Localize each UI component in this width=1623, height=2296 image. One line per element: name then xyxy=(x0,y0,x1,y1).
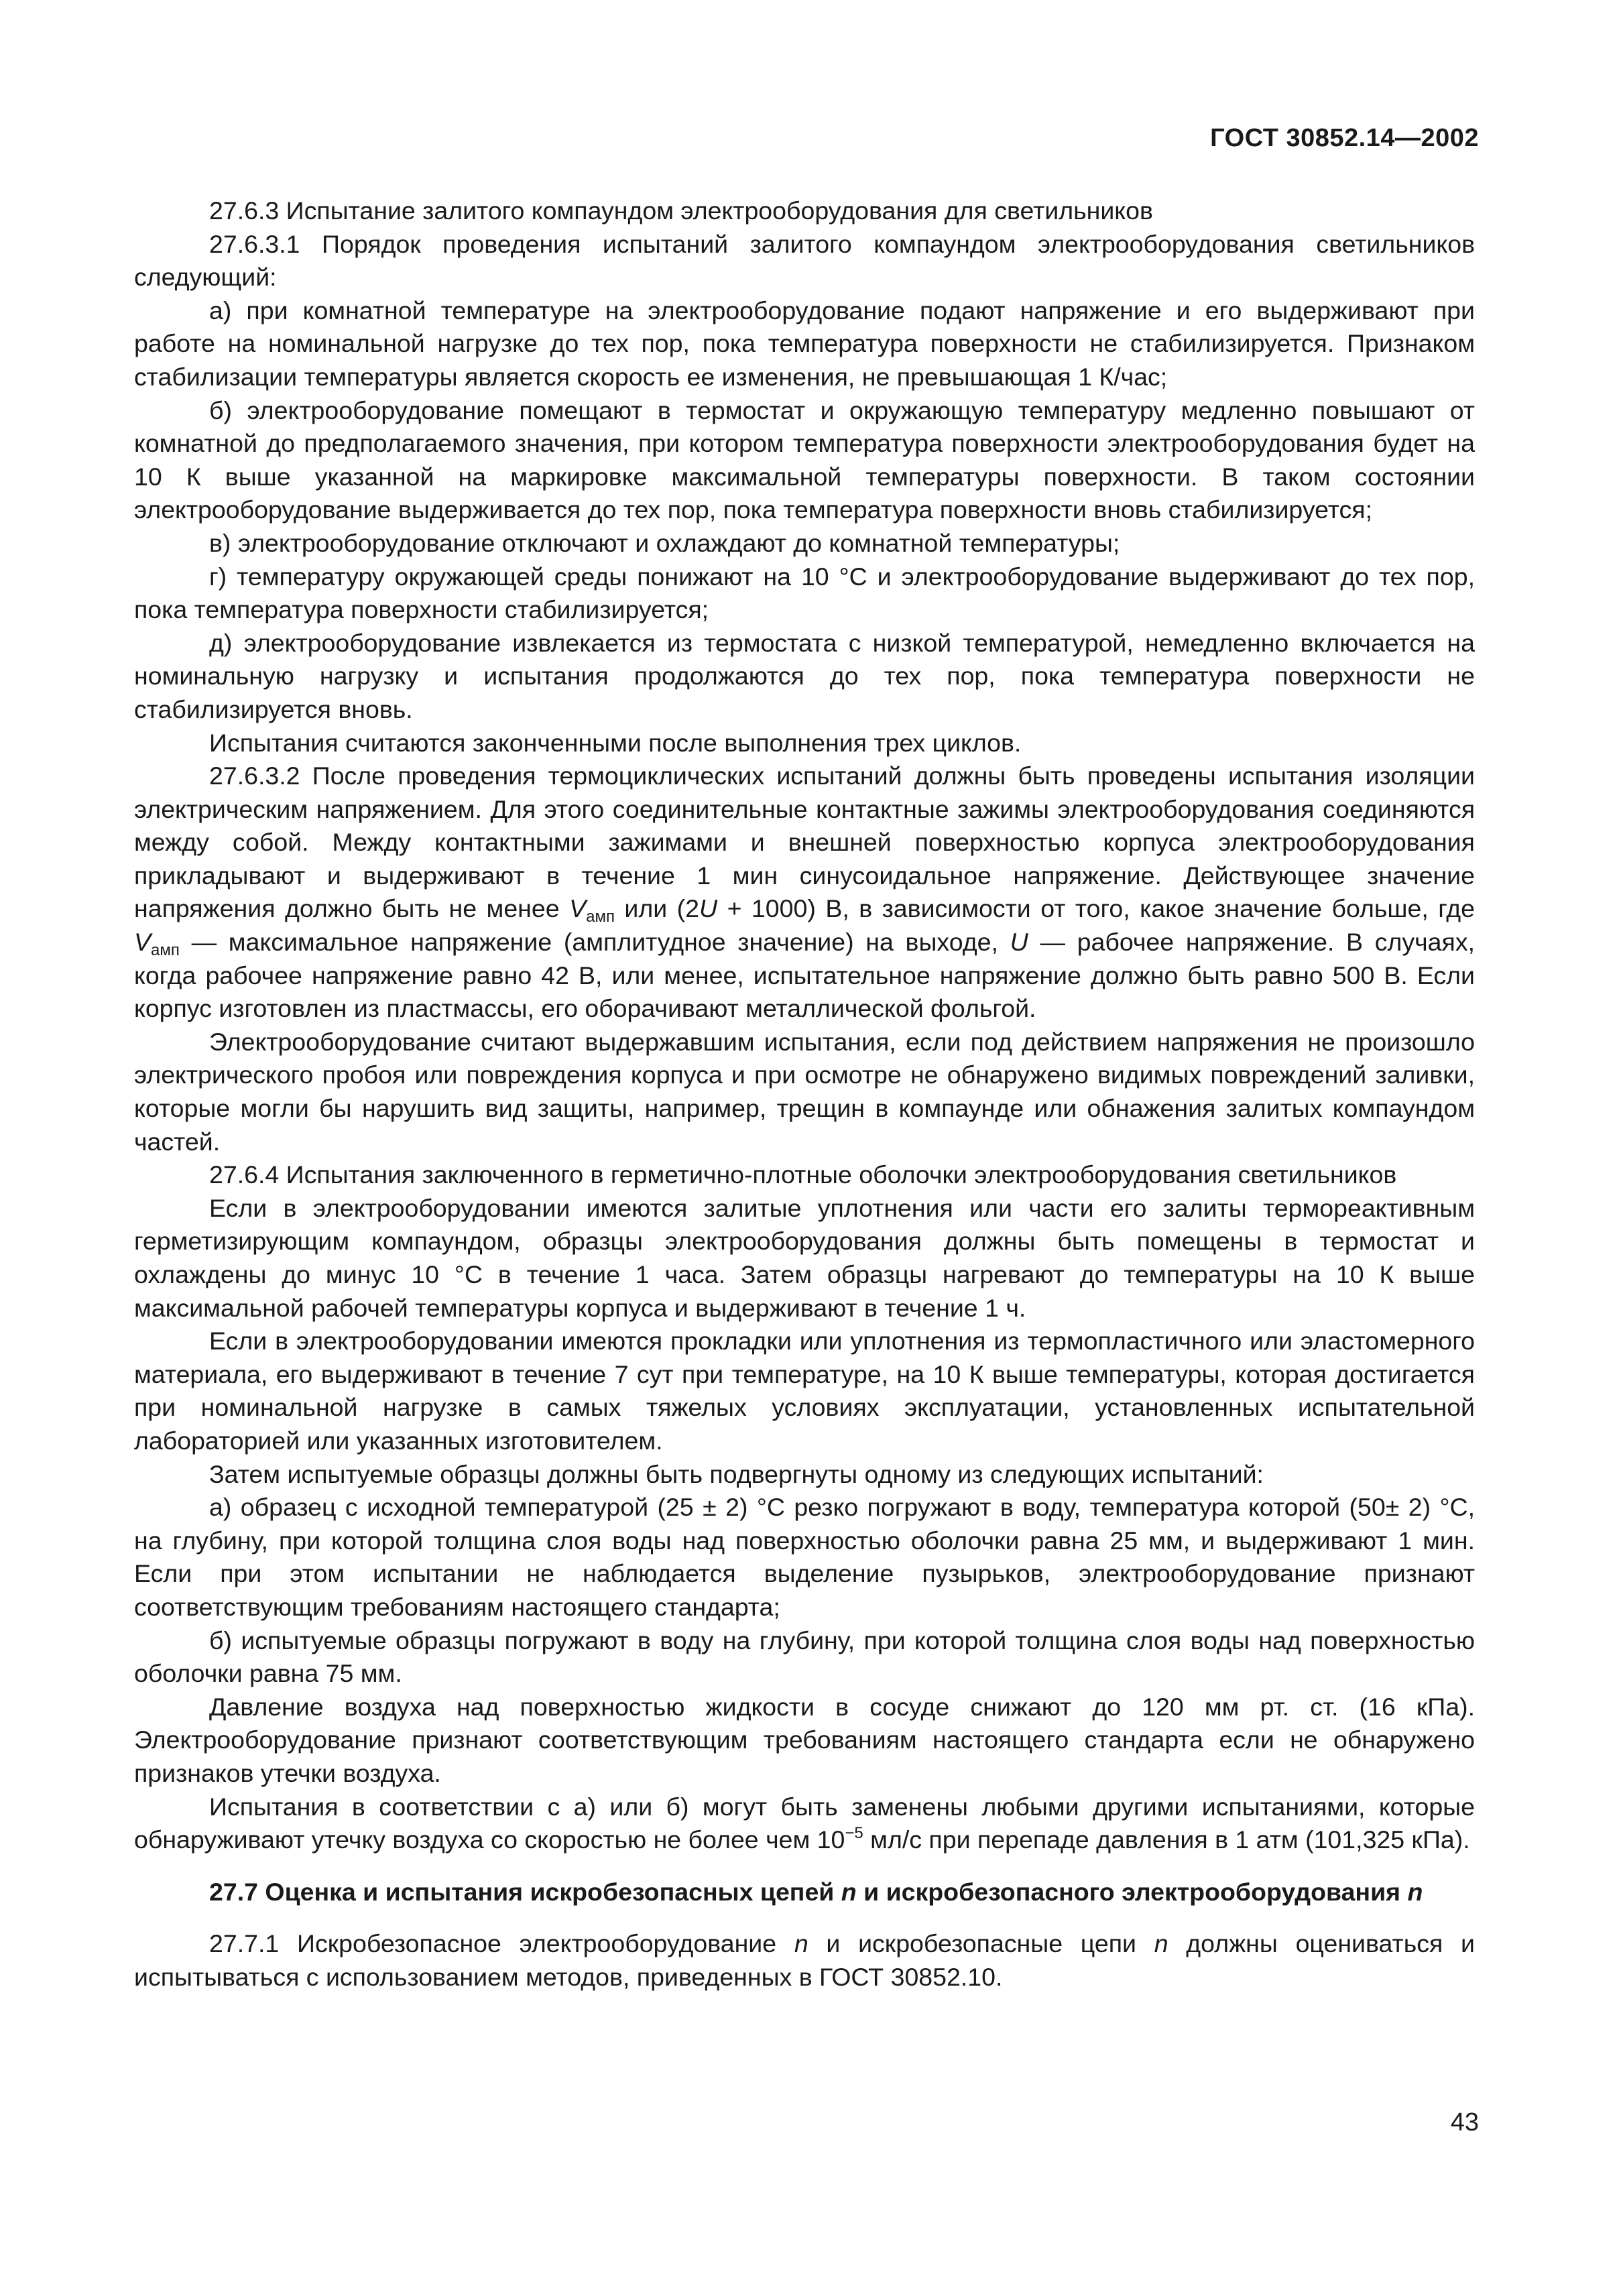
list-item-a: а) образец с исходной температурой (25 ± 2) °С резко погружают в воду, температура которой (50± 2) °С, на глубину, при которой толщина слоя воды над поверхностью оболочки равна 25 мм, и выдерживают 1 мин. Если при этом испытании не наблюдается выделение пузырьков, электрооборудование признают соответствующим требованиям настоящего стандарта; xyxy=(134,1493,1475,1621)
subscript: амп xyxy=(586,908,615,926)
document-body xyxy=(134,194,1475,1994)
paragraph: Давление воздуха над поверхностью жидкости в сосуде снижают до 120 мм рт. ст. (16 кПа). Электрооборудование признают соответствующим требованиям настоящего стандарта если не обнаружено признаков утечки воздуха. xyxy=(134,1692,1475,1787)
section-27-6-4-title: 27.6.4 Испытания заключенного в герметично-плотные оболочки электрооборудования светильников xyxy=(209,1160,1397,1189)
section-27-6-3-title: 27.6.3 Испытание залитого компаундом электрооборудования для светильников xyxy=(209,196,1153,225)
subscript: амп xyxy=(151,941,180,960)
paragraph: Если в электрооборудовании имеются залитые уплотнения или части его залиты термореактивным герметизирующим компаундом, образцы электрооборудования должны быть помещены в термостат и охлаждены до минус 10 °С в течение 1 часа. Затем образцы нагревают до температуры на 10 К выше максимальной рабочей температуры корпуса и выдерживают в течение 1 ч. xyxy=(134,1193,1475,1322)
symbol-n: n xyxy=(1407,1877,1423,1906)
text-run: + 1000) В, в зависимости от того, какое значение больше, где xyxy=(717,894,1475,923)
symbol-n: n xyxy=(1154,1929,1168,1958)
list-item-v: в) электрооборудование отключают и охлаждают до комнатной температуры; xyxy=(209,528,1120,557)
paragraph: 27.6.3.1 Порядок проведения испытаний залитого компаундом электрооборудования светильников следующий: xyxy=(134,229,1475,292)
paragraph: Затем испытуемые образцы должны быть подвергнуты одному из следующих испытаний: xyxy=(209,1459,1264,1488)
text-run: и искробезопасного электрооборудования xyxy=(856,1877,1408,1906)
list-item-d: д) электрооборудование извлекается из термостата с низкой температурой, немедленно включается на номинальную нагрузку и испытания продолжаются до тех пор, пока температура поверхности не стабилизируется вновь. xyxy=(134,628,1475,723)
text-run: — максимальное напряжение (амплитудное значение) на выходе, xyxy=(179,928,1010,957)
page-number: 43 xyxy=(1450,2108,1479,2136)
symbol-n: n xyxy=(841,1877,857,1906)
text-run: Испытания в соответствии с а) или б) могут быть заменены любыми другими испытаниями, которые обнаруживают утечку воздуха со скоростью не более чем 10 xyxy=(134,1792,1475,1854)
paragraph-27-7-1 xyxy=(134,1927,1475,1994)
text-run: 27.6.3.2 После проведения термоциклических испытаний должны быть проведены испытания изоляции электрическим напряжением. Для этого соединительные контактные зажимы электрооборудования соединяются между собой. Между контактными зажимами и внешней поверхностью корпуса электрооборудования прикладывают и выдерживают в течение 1 мин синусоидальное напряжение. Действующее значение напряжения должно быть не менее xyxy=(134,762,1475,923)
text-run: или (2 xyxy=(614,894,699,923)
symbol-v: V xyxy=(134,928,152,957)
text-run: 27.7.1 Искробезопасное электрооборудование xyxy=(209,1929,794,1958)
section-27-7-heading xyxy=(209,1876,1475,1909)
symbol-n: n xyxy=(794,1929,808,1958)
symbol-v: V xyxy=(569,894,587,923)
paragraph xyxy=(134,1791,1475,1857)
symbol-u: U xyxy=(1010,928,1028,957)
text-run: и искробезопасные цепи xyxy=(808,1929,1154,1958)
list-item-b: б) испытуемые образцы погружают в воду на глубину, при которой толщина слоя воды над поверхностью оболочки равна 75 мм. xyxy=(134,1626,1475,1688)
text-run: — рабочее напряжение. В случаях, когда рабочее напряжение равно 42 В, или менее, испытательное напряжение должно быть равно 500 В. Если корпус изготовлен из пластмассы, его оборачивают металлической фольгой. xyxy=(134,928,1476,1023)
superscript: −5 xyxy=(845,1824,863,1843)
list-item-g: г) температуру окружающей среды понижают на 10 °С и электрооборудование выдерживают до тех пор, пока температура поверхности стабилизируется; xyxy=(134,562,1475,624)
list-item-b: б) электрооборудование помещают в термостат и окружающую температуру медленно повышают от комнатной до предполагаемого значения, при котором температура поверхности электрооборудования будет на 10 К выше указанной на маркировке максимальной температуры поверхности. В таком состоянии электрооборудование выдерживается до тех пор, пока температура поверхности вновь стабилизируется; xyxy=(134,396,1475,524)
text-run: должны оцениваться и испытываться с использованием методов, приведенных в ГОСТ 30852.10. xyxy=(134,1929,1475,1991)
text-run: 27.7 Оценка и испытания искробезопасных цепей xyxy=(209,1877,841,1906)
list-item-a: а) при комнатной температуре на электрооборудование подают напряжение и его выдерживают при работе на номинальной нагрузке до тех пор, пока температура поверхности не стабилизируется. Признаком стабилизации температуры является скорость ее изменения, не превышающая 1 К/час; xyxy=(134,296,1475,391)
paragraph: Испытания считаются законченными после выполнения трех циклов. xyxy=(209,728,1022,757)
page-header-standard: ГОСТ 30852.14—2002 xyxy=(1210,124,1479,152)
text-run: мл/с при перепаде давления в 1 атм (101,325 кПа). xyxy=(863,1825,1470,1854)
paragraph-27-6-3-2 xyxy=(134,760,1475,1026)
paragraph: Электрооборудование считают выдержавшим испытания, если под действием напряжения не произошло электрического пробоя или повреждения корпуса и при осмотре не обнаружено видимых повреждений заливки, которые могли бы нарушить вид защиты, например, трещин в компаунде или обнажения залитых компаундом частей. xyxy=(134,1027,1475,1156)
symbol-u: U xyxy=(699,894,718,923)
paragraph: Если в электрооборудовании имеются прокладки или уплотнения из термопластичного или эластомерного материала, его выдерживают в течение 7 сут при температуре, на 10 К выше температуры, которая достигается при номинальной нагрузке в самых тяжелых условиях эксплуатации, установленных испытательной лабораторией или указанных изготовителем. xyxy=(134,1327,1475,1455)
